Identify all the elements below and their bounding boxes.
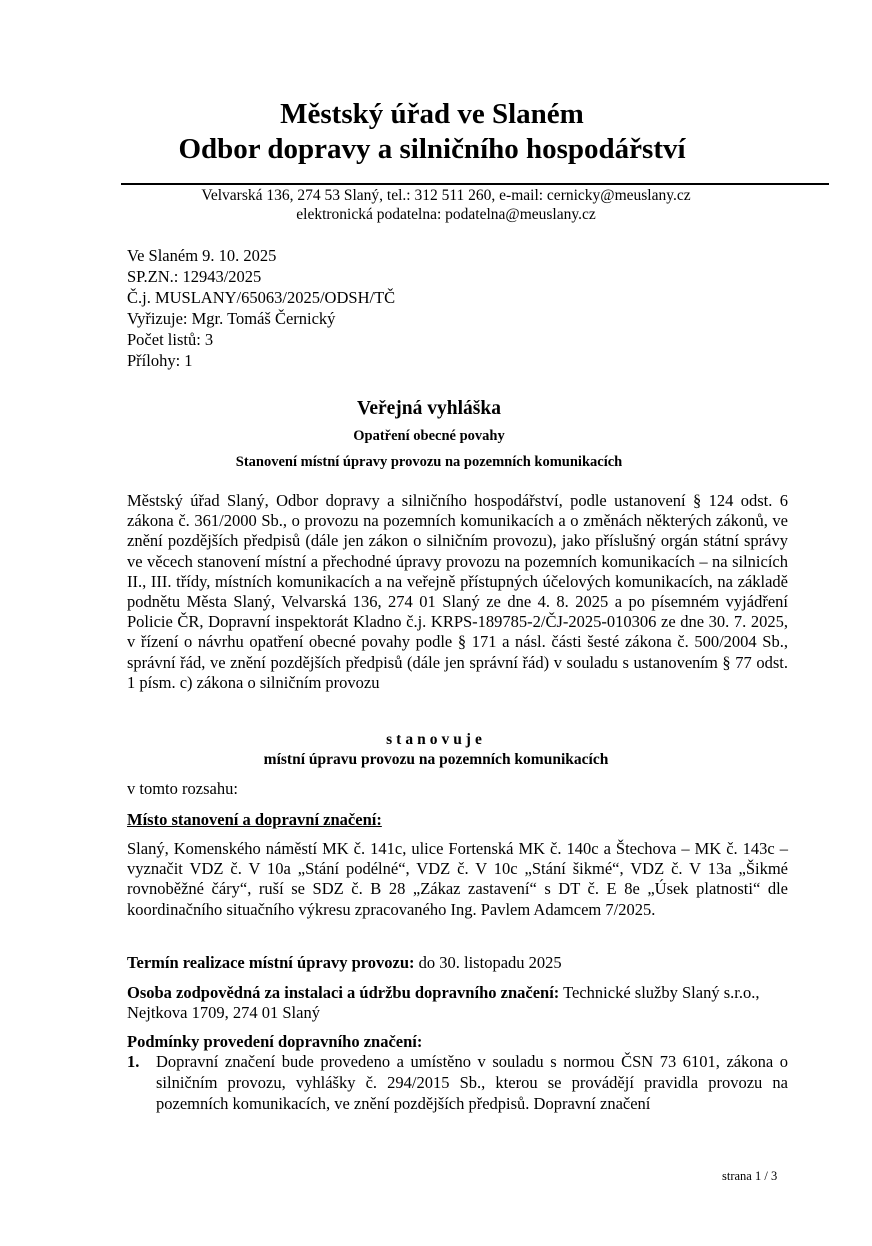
meta-pocet-listu: Počet listů: 3 (127, 330, 214, 349)
responsible-person (127, 983, 788, 1023)
meta-prilohy: Přílohy: 1 (127, 351, 193, 370)
deadline-line (127, 953, 562, 973)
conditions-heading: Podmínky provedení dopravního značení: (127, 1032, 423, 1051)
condition-item (127, 1051, 788, 1114)
contact-podatelna: elektronická podatelna: podatelna@meuslany.cz (296, 206, 596, 223)
scope-label: v tomto rozsahu: (127, 779, 238, 798)
stanovuje-subheading: místní úpravu provozu na pozemních komunikacích (263, 751, 609, 768)
heading-verejna-vyhlaska: Veřejná vyhláška (357, 398, 501, 419)
responsible-label: Osoba zodpovědná za instalaci a údržbu dopravního značení: (127, 983, 560, 1002)
document-meta (127, 245, 395, 371)
location-heading: Místo stanovení a dopravní značení: (127, 810, 382, 829)
deadline-label: Termín realizace místní úpravy provozu: (127, 953, 415, 972)
responsible-value: Technické služby Slaný s.r.o., Nejtkova 1709, 274 01 Slaný (127, 983, 760, 1022)
condition-number: 1. (127, 1052, 140, 1071)
department-title: Odbor dopravy a silničního hospodářství (178, 133, 686, 165)
meta-vyrizuje: Vyřizuje: Mgr. Tomáš Černický (127, 309, 336, 328)
deadline-value: do 30. listopadu 2025 (414, 953, 562, 972)
page-number: strana 1 / 3 (722, 1169, 778, 1183)
stanovuje-heading: stanovuje (386, 731, 486, 748)
meta-spzn: SP.ZN.: 12943/2025 (127, 267, 262, 286)
meta-cj: Č.j. MUSLANY/65063/2025/ODSH/TČ (127, 288, 396, 307)
location-paragraph: Slaný, Komenského náměstí MK č. 141c, ulice Fortenská MK č. 140c a Štechova – MK č. 143c – vyznačit VDZ č. V 10a „Stání podélné“, VDZ č. V 10c „Stání šikmé“, VDZ č. V 13a „Šikmé rovnoběžné čáry“, ruší se SDZ č. B 28 „Zákaz zastavení“ s DT č. E 8e „Úsek platnosti“ dle koordinačního situačního výkresu zpracovaného Ing. Pavlem Adamcem 7/2025. (127, 839, 788, 919)
contact-address: Velvarská 136, 274 53 Slaný, tel.: 312 511 260, e-mail: cernicky@meuslany.cz (201, 187, 691, 204)
intro-paragraph: Městský úřad Slaný, Odbor dopravy a silničního hospodářství, podle ustanovení § 124 odst. 6 zákona č. 361/2000 Sb., o provozu na pozemních komunikacích a o změnách některých zákonů, ve znění pozdějších předpisů (dále jen zákon o silničním provozu), jako příslušný orgán státní správy ve věcech stanovení místní a přechodné úpravy provozu na pozemních komunikacích – na silnicích II., III. třídy, místních komunikacích a na veřejně přístupných účelových komunikacích, na základě podnětu Města Slaný, Velvarská 136, 274 01 Slaný ze dne 4. 8. 2025 a po písemném vyjádření Policie ČR, Dopravní inspektorát Kladno č.j. KRPS-189785-2/ČJ-2025-010306 ze dne 30. 7. 2025, v řízení o návrhu opatření obecné povahy podle § 171 a násl. části šesté zákona č. 500/2004 Sb., správní řád, ve znění pozdějších předpisů (dále jen správní řád) v souladu s ustanovením § 77 odst. 1 písm. c) zákona o silničním provozu (127, 491, 788, 692)
meta-date: Ve Slaném 9. 10. 2025 (127, 246, 277, 265)
office-title: Městský úřad ve Slaném (280, 98, 584, 130)
condition-text: Dopravní značení bude provedeno a umístěno v souladu s normou ČSN 73 6101, zákona o silničním provozu, vyhlášky č. 294/2015 Sb., kterou se provádějí pravidla provozu na pozemních komunikacích, ve znění pozdějších předpisů. Dopravní značení (156, 1052, 788, 1113)
heading-opatreni: Opatření obecné povahy (353, 428, 505, 444)
heading-stanoveni: Stanovení místní úpravy provozu na pozemních komunikacích (235, 454, 623, 470)
header-divider (121, 183, 829, 185)
